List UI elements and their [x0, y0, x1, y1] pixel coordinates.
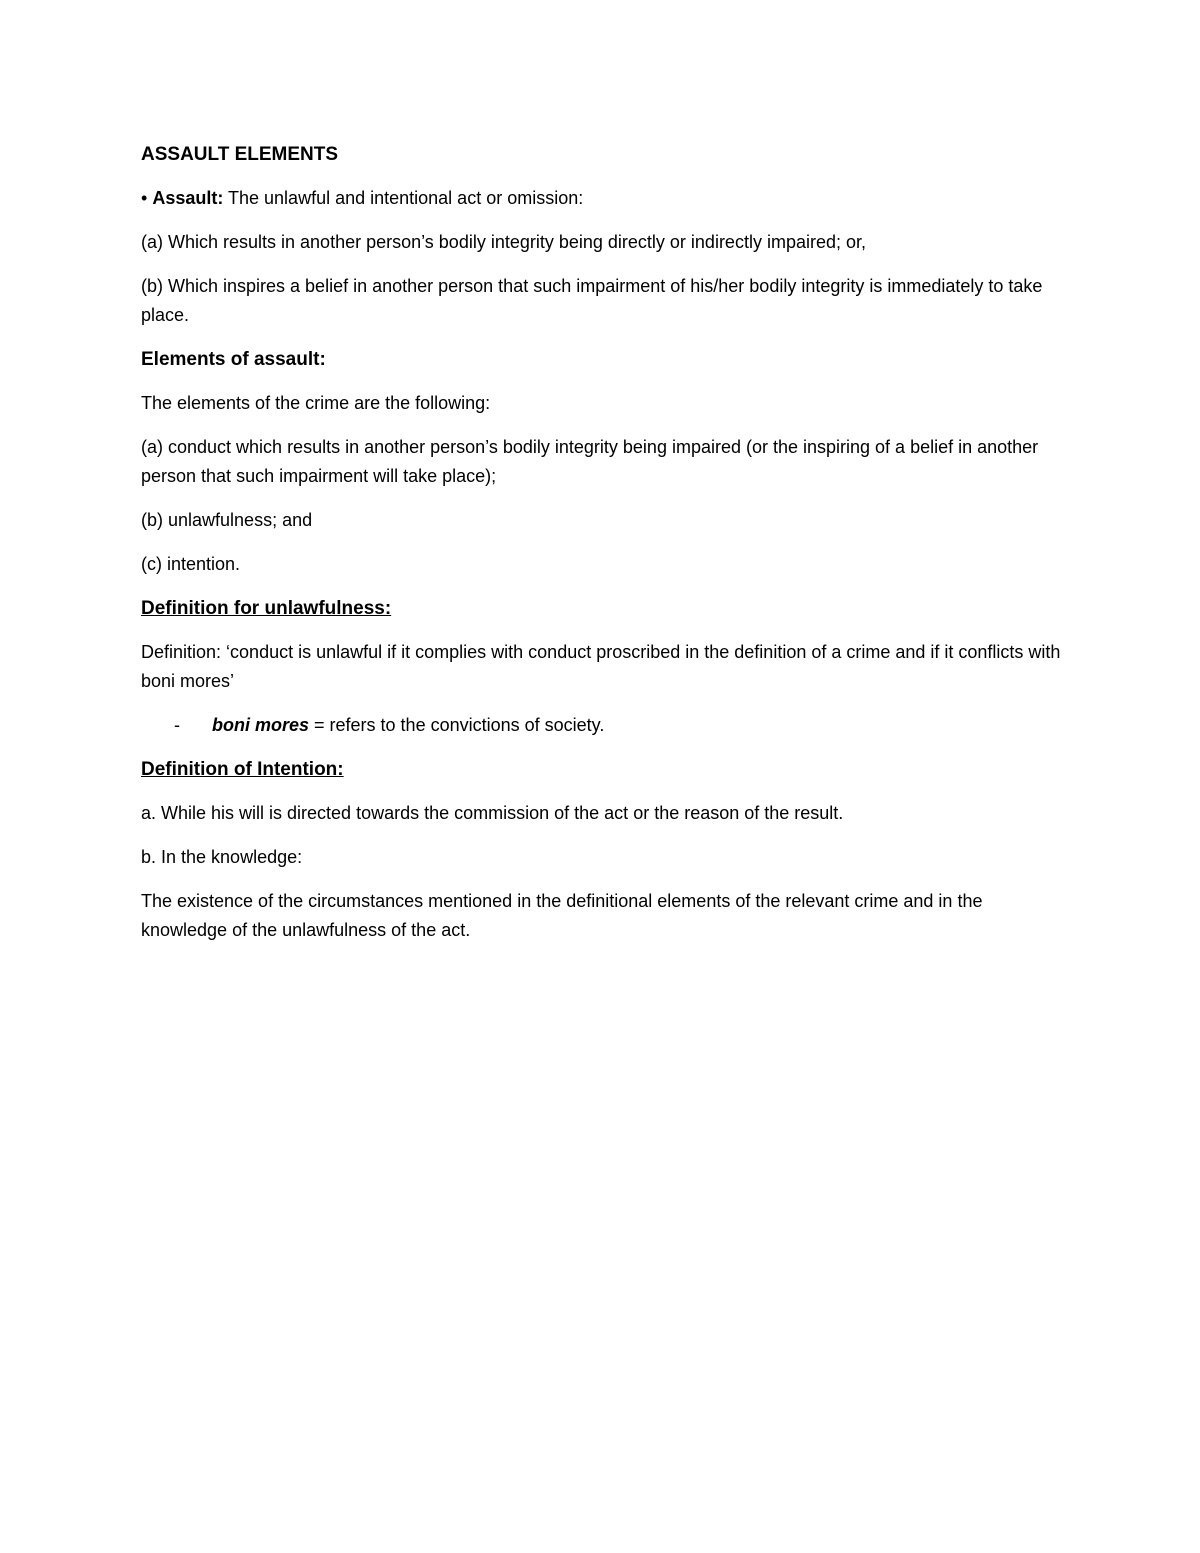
- unlawfulness-heading: Definition for unlawfulness:: [141, 598, 392, 619]
- assault-item-a: (a) Which results in another person’s bodily integrity being directly or indirectly impaired; or,: [141, 232, 866, 252]
- assault-item-b: (b) Which inspires a belief in another person that such impairment of his/her bodily integrity is immediately to take place.: [141, 276, 1043, 325]
- boni-mores-term: boni mores: [212, 715, 310, 735]
- intention-item-b: b. In the knowledge:: [141, 847, 303, 867]
- intention-text: The existence of the circumstances mentioned in the definitional elements of the relevant crime and in the knowledge of the unlawfulness of the act.: [141, 891, 983, 940]
- elements-item-c: (c) intention.: [141, 554, 241, 574]
- elements-item-a: (a) conduct which results in another person’s bodily integrity being impaired (or the inspiring of a belief in another person that such impairment will take place);: [141, 437, 1039, 486]
- boni-mores-item: [141, 711, 1071, 740]
- elements-intro: The elements of the crime are the following:: [141, 393, 491, 413]
- elements-item-b: (b) unlawfulness; and: [141, 510, 313, 530]
- dash-bullet-icon: -: [174, 715, 180, 735]
- unlawfulness-definition: Definition: ‘conduct is unlawful if it complies with conduct proscribed in the definition of a crime and if it conflicts with boni mores’: [141, 642, 1061, 691]
- elements-heading: Elements of assault:: [141, 349, 326, 370]
- intention-item-a: a. While his will is directed towards the commission of the act or the reason of the result.: [141, 803, 844, 823]
- intention-heading: Definition of Intention:: [141, 759, 344, 780]
- document-page: [141, 140, 1071, 960]
- boni-mores-text: = refers to the convictions of society.: [309, 715, 605, 735]
- document-title: ASSAULT ELEMENTS: [141, 144, 339, 165]
- assault-label: Assault:: [152, 188, 224, 208]
- assault-text: The unlawful and intentional act or omission:: [223, 188, 584, 208]
- bullet-icon: •: [141, 188, 148, 208]
- assault-definition: [141, 184, 1071, 213]
